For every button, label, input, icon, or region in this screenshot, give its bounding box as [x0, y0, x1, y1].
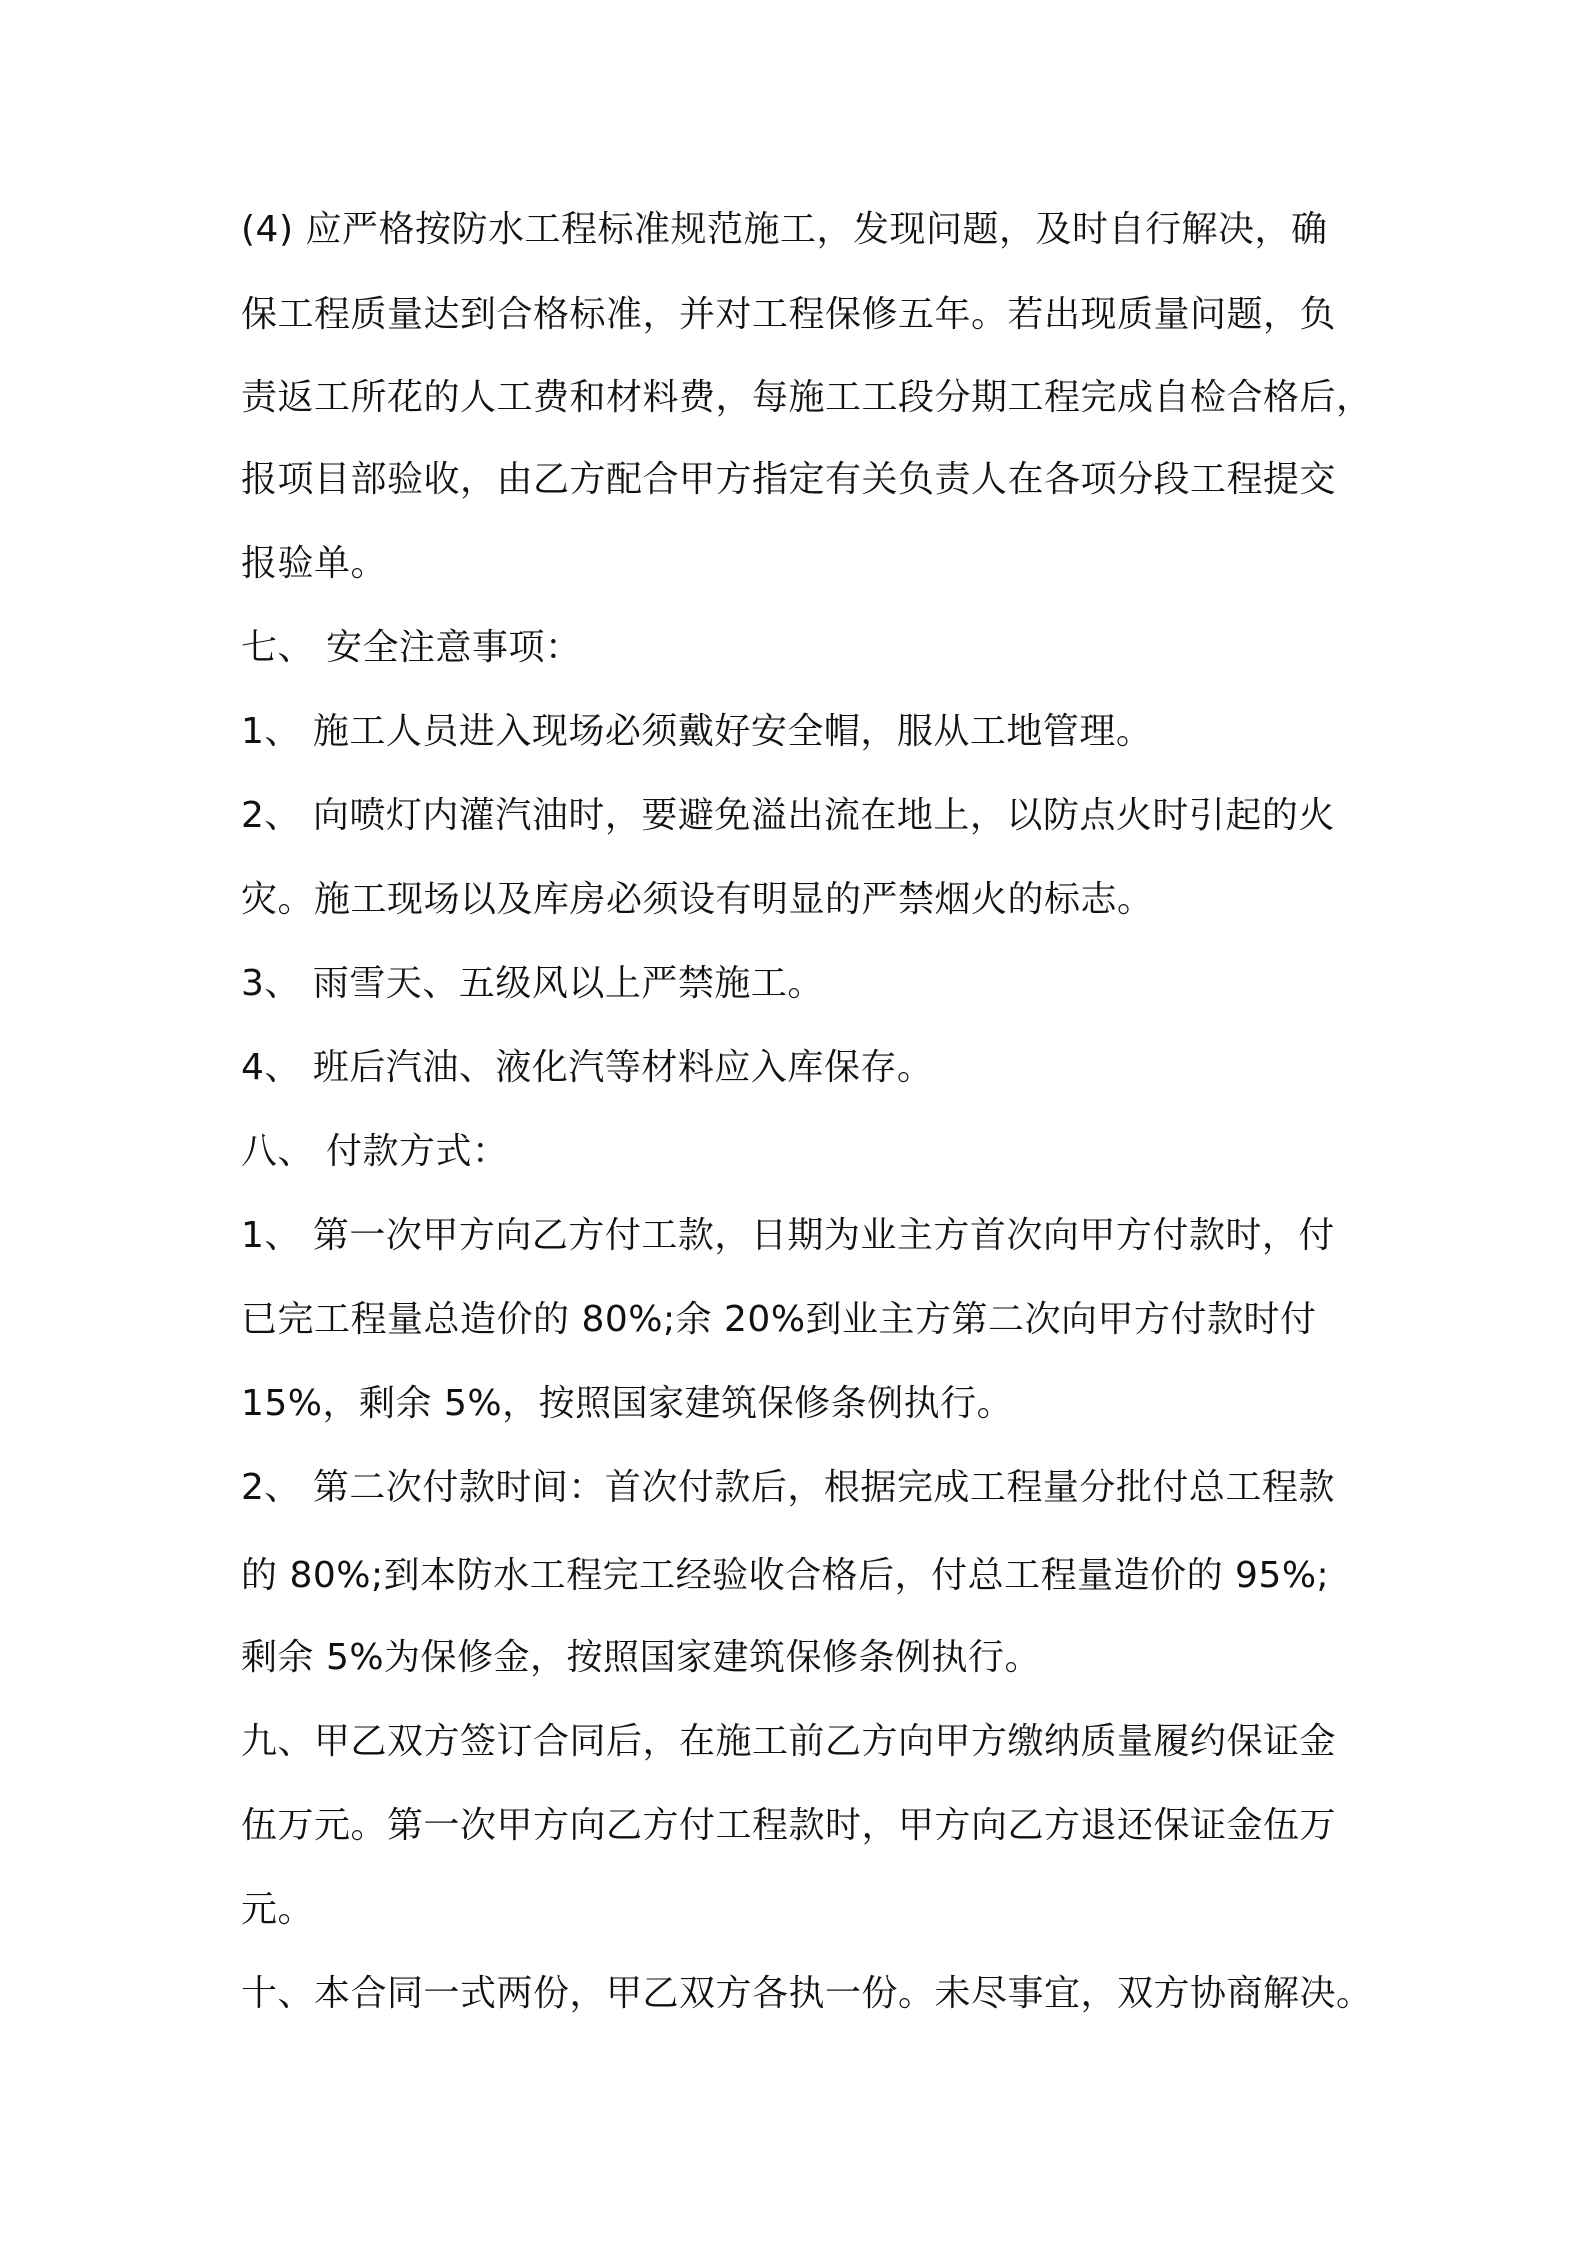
text-line-8: 2、 向喷灯内灌汽油时，要避免溢出流在地上，以防点火时引起的火	[241, 795, 1335, 836]
text-line-20: 伍万元。第一次甲方向乙方付工程款时，甲方向乙方退还保证金伍万	[241, 1805, 1337, 1846]
text-line-5: 报验单。	[241, 543, 388, 584]
section-heading-10: 十、本合同一式两份，甲乙双方各执一份。未尽事宜，双方协商解决。	[241, 1973, 1373, 2014]
text-line-9: 灾。施工现场以及库房必须设有明显的严禁烟火的标志。	[241, 879, 1154, 920]
text-line-4: 报项目部验收，由乙方配合甲方指定有关负责人在各项分段工程提交	[241, 459, 1337, 500]
text-line-10: 3、 雨雪天、五级风以上严禁施工。	[241, 963, 824, 1004]
text-line-18: 剩余 5%为保修金，按照国家建筑保修条例执行。	[241, 1637, 1042, 1678]
section-heading-8: 八、 付款方式：	[241, 1131, 509, 1172]
text-line-1: (4) 应严格按防水工程标准规范施工，发现问题，及时自行解决，确	[241, 209, 1328, 250]
text-line-7: 1、 施工人员进入现场必须戴好安全帽，服从工地管理。	[241, 711, 1153, 752]
text-line-21: 元。	[241, 1889, 315, 1930]
section-heading-9: 九、甲乙双方签订合同后，在施工前乙方向甲方缴纳质量履约保证金	[241, 1721, 1337, 1762]
text-line-16: 2、 第二次付款时间：首次付款后，根据完成工程量分批付总工程款	[241, 1467, 1335, 1508]
text-line-3: 责返工所花的人工费和材料费，每施工工段分期工程完成自检合格后，	[241, 377, 1373, 418]
text-line-2: 保工程质量达到合格标准，并对工程保修五年。若出现质量问题，负	[241, 294, 1337, 335]
section-heading-7: 七、 安全注意事项：	[241, 627, 582, 668]
text-line-15: 15%，剩余 5%，按照国家建筑保修条例执行。	[241, 1383, 1014, 1424]
text-line-17: 的 80%;到本防水工程完工经验收合格后，付总工程量造价的 95%;	[241, 1555, 1330, 1596]
text-line-14: 已完工程量总造价的 80%;余 20%到业主方第二次向甲方付款时付	[241, 1299, 1317, 1340]
text-line-13: 1、 第一次甲方向乙方付工款，日期为业主方首次向甲方付款时，付	[241, 1215, 1335, 1256]
text-line-11: 4、 班后汽油、液化汽等材料应入库保存。	[241, 1047, 934, 1088]
